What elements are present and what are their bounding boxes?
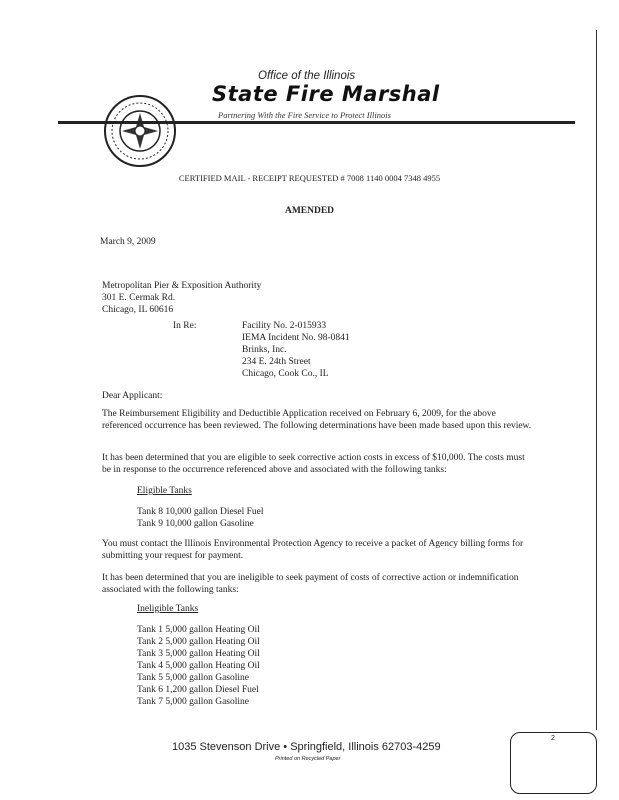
page-number-box [510, 732, 597, 794]
letterhead-rule [58, 121, 575, 124]
ineligible-tank-item: Tank 3 5,000 gallon Heating Oil [137, 649, 260, 659]
agency-name: State Fire Marshal [212, 82, 440, 106]
salutation: Dear Applicant: [102, 391, 163, 401]
ineligible-tank-item: Tank 5 5,000 gallon Gasoline [137, 673, 249, 683]
in-re-line: Chicago, Cook Co., IL [242, 369, 329, 379]
in-re-line: 234 E. 24th Street [242, 357, 311, 367]
footer-recycled-note: Printed on Recycled Paper [275, 756, 341, 762]
scan-edge-line [596, 30, 597, 730]
paragraph-contact-iepa: You must contact the Illinois Environmental Protection Agency to receive a packet of Agency billing forms for submitting your request for payment. [102, 539, 524, 561]
paragraph-ineligible: It has been determined that you are ineligible to seek payment of costs of corrective action or indemnification associated with the following tanks: [102, 573, 519, 595]
amended-heading: AMENDED [284, 206, 335, 216]
ineligible-tank-item: Tank 7 5,000 gallon Gasoline [137, 697, 249, 707]
ineligible-tank-item: Tank 1 5,000 gallon Heating Oil [137, 625, 260, 635]
page-number: 2 [551, 735, 555, 742]
agency-motto: Partnering With the Fire Service to Protect Illinois [218, 110, 391, 120]
letter-date: March 9, 2009 [100, 237, 156, 247]
in-re-label: In Re: [173, 321, 197, 331]
ineligible-tank-item: Tank 6 1,200 gallon Diesel Fuel [137, 685, 259, 695]
in-re-line: Brinks, Inc. [242, 345, 287, 355]
eligible-tank-item: Tank 8 10,000 gallon Diesel Fuel [137, 507, 264, 517]
certified-mail-line: CERTIFIED MAIL - RECEIPT REQUESTED # 7008 1140 0004 7348 4955 [178, 173, 441, 183]
paragraph-review: The Reimbursement Eligibility and Deductible Application received on February 6, 2009, for the above referenced occurrence has been reviewed. The following determinations have been made based upon this review. [102, 409, 532, 431]
paragraph-eligible: It has been determined that you are eligible to seek corrective action costs in excess of $10,000. The costs must be in response to the occurrence referenced above and associated with the following tanks: [102, 453, 525, 475]
state-fire-marshal-seal-icon [102, 93, 178, 169]
recipient-line: Metropolitan Pier & Exposition Authority [102, 281, 262, 291]
recipient-line: 301 E. Cermak Rd. [102, 293, 176, 303]
office-line: Office of the Illinois [258, 70, 356, 82]
eligible-tank-item: Tank 9 10,000 gallon Gasoline [137, 519, 254, 529]
in-re-line: IEMA Incident No. 98-0841 [242, 333, 350, 343]
footer-address: 1035 Stevenson Drive • Springfield, Illinois 62703-4259 [172, 741, 441, 753]
eligible-tanks-heading: Eligible Tanks [137, 486, 192, 496]
ineligible-tank-item: Tank 4 5,000 gallon Heating Oil [137, 661, 260, 671]
in-re-line: Facility No. 2-015933 [242, 321, 327, 331]
ineligible-tanks-heading: Ineligible Tanks [137, 604, 199, 614]
ineligible-tank-item: Tank 2 5,000 gallon Heating Oil [137, 637, 260, 647]
recipient-line: Chicago, IL 60616 [102, 305, 174, 315]
